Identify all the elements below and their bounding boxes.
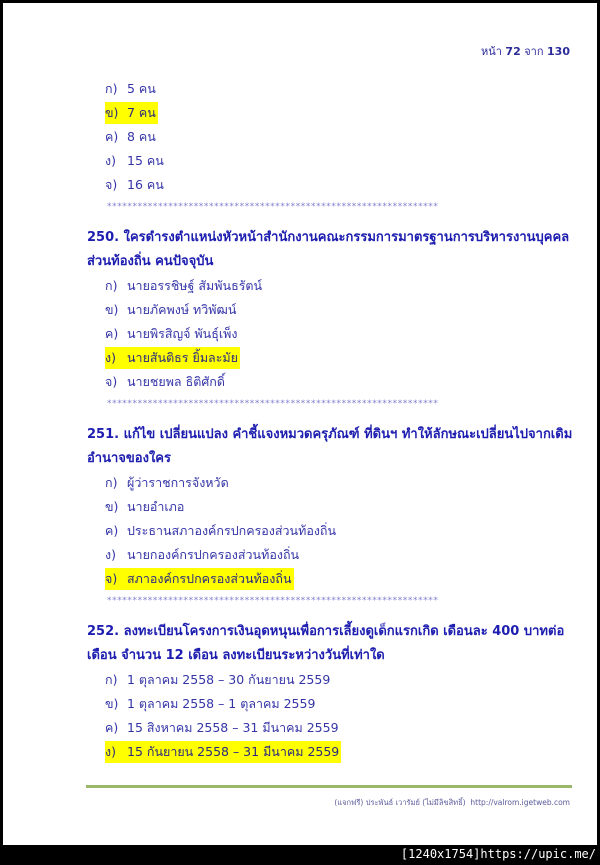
option-label: ง) [105, 547, 116, 562]
option-label: ก) [105, 81, 118, 96]
answer-option [105, 323, 237, 345]
page-of: จาก [524, 45, 544, 58]
answer-option [105, 150, 164, 172]
option-text: สภาองค์กรปกครองส่วนท้องถิ่น [127, 571, 292, 586]
option-label: ข) [105, 105, 119, 120]
option-text: 5 คน [127, 81, 156, 96]
option-text: 1 ตุลาคม 2558 – 1 ตุลาคม 2559 [127, 696, 316, 711]
separator: ***************************************************************** [107, 202, 439, 212]
answer-option [105, 496, 184, 518]
question-text: 250. ใครดำรงตำแหน่งหัวหน้าสำนักงานคณะกรรมการมาตรฐานการบริหารงานบุคคล [87, 230, 570, 245]
option-label: ง) [105, 153, 116, 168]
answer-option [105, 78, 156, 100]
answer-option [105, 371, 225, 393]
option-text: 16 คน [127, 177, 164, 192]
option-text: 15 คน [127, 153, 164, 168]
watermark-text: [1240x1754]https://upic.me/ [400, 847, 596, 861]
footer [334, 797, 570, 809]
option-text: นายอรรชิษฐ์ สัมพันธรัตน์ [127, 278, 263, 293]
option-label: ค) [105, 720, 119, 735]
option-text: ผู้ว่าราชการจังหวัด [127, 475, 229, 490]
answer-option [105, 544, 299, 566]
answer-option [105, 693, 315, 715]
footer-rule [86, 785, 572, 788]
option-text: 15 สิงหาคม 2558 – 31 มีนาคม 2559 [127, 720, 339, 735]
option-label: ค) [105, 523, 119, 538]
question-text: 252. ลงทะเบียนโครงการเงินอุดหนุนเพื่อการเลี้ยงดูเด็กแรกเกิด เดือนละ 400 บาทต่อ [87, 624, 565, 639]
option-label: จ) [105, 571, 118, 586]
option-label: ก) [105, 672, 118, 687]
option-text: 15 กันยายน 2558 – 31 มีนาคม 2559 [127, 744, 340, 759]
page-number: 72 [505, 45, 521, 58]
question-text: อำนาจของใคร [87, 451, 171, 466]
option-text: 8 คน [127, 129, 156, 144]
option-label: ค) [105, 129, 119, 144]
answer-option [105, 174, 164, 196]
option-text: นายพิรสิญจ์ พันธุ์เพ็ง [127, 326, 238, 341]
answer-option [105, 669, 330, 691]
option-label: ก) [105, 475, 118, 490]
separator: ***************************************************************** [107, 399, 439, 409]
option-label: ก) [105, 278, 118, 293]
answer-option [105, 299, 236, 321]
answer-option [105, 568, 294, 590]
answer-option [105, 347, 240, 369]
option-text: 1 ตุลาคม 2558 – 30 กันยายน 2559 [127, 672, 331, 687]
option-label: ง) [105, 350, 116, 365]
question-text: 251. แก้ไข เปลี่ยนแปลง คำชี้แจงหมวดครุภัณฑ์ ที่ดินฯ ทำให้ลักษณะเปลี่ยนไปจากเดิม [87, 427, 573, 442]
option-text: นายชยพล ธิติศักดิ์ [127, 374, 225, 389]
option-label: ค) [105, 326, 119, 341]
page-prefix: หน้า [480, 45, 502, 58]
answer-option [105, 717, 339, 739]
footer-url[interactable]: http://valrom.igetweb.com [470, 798, 570, 807]
footer-author: (แจกฟรี) ประพันธ์ เวารัมย์ (ไม่มีลิขสิทธิ์) [334, 798, 466, 807]
answer-option [105, 126, 156, 148]
option-text: นายกองค์กรปกครองส่วนท้องถิ่น [127, 547, 300, 562]
option-label: จ) [105, 177, 118, 192]
option-text: ประธานสภาองค์กรปกครองส่วนท้องถิ่น [127, 523, 337, 538]
separator: ***************************************************************** [107, 596, 439, 606]
option-label: จ) [105, 374, 118, 389]
page-total: 130 [547, 45, 570, 58]
option-label: ง) [105, 744, 116, 759]
answer-option [105, 472, 229, 494]
option-text: นายสันติธร ยิ้มละมัย [127, 350, 238, 365]
answer-option [105, 520, 336, 542]
option-label: ข) [105, 696, 119, 711]
option-text: นายภัคพงษ์ ทวิพัฒน์ [127, 302, 237, 317]
answer-option [105, 741, 341, 763]
document-page [3, 3, 597, 845]
watermark-bar [0, 845, 600, 865]
option-text: นายอำเภอ [127, 499, 185, 514]
option-label: ข) [105, 499, 119, 514]
question-text: ส่วนท้องถิ่น คนปัจจุบัน [87, 254, 214, 269]
option-label: ข) [105, 302, 119, 317]
answer-option [105, 102, 158, 124]
page-number-header [481, 42, 570, 60]
option-text: 7 คน [127, 105, 156, 120]
answer-option [105, 275, 262, 297]
question-text: เดือน จำนวน 12 เดือน ลงทะเบียนระหว่างวันที่เท่าใด [87, 648, 385, 663]
